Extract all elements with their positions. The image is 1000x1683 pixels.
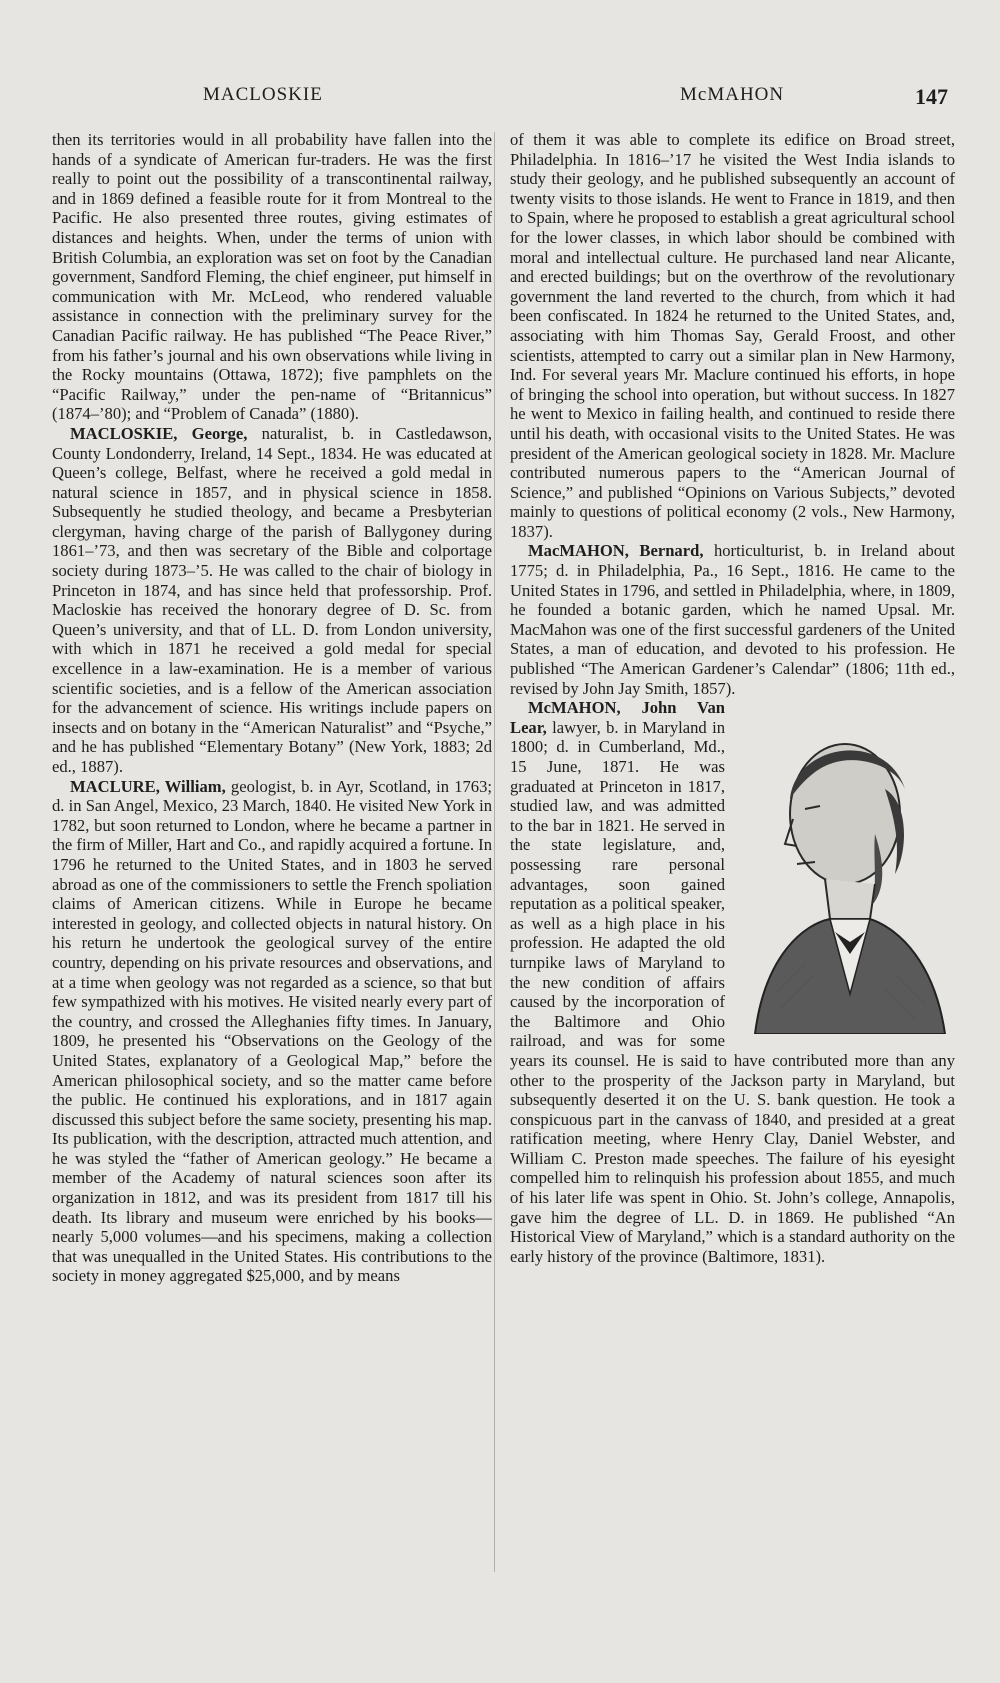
- left-column: [52, 130, 492, 1286]
- entry-text-mcmahon-john: lawyer, b. in Maryland in 1800; d. in Cumberland, Md., 15 June, 1871. He was graduated at Princeton in 1817, studied law, and was admitted to the bar in 1821. He served in the state legislature, and, possessing rare personal advantages, soon gained reputation as a political speaker, as well as a high place in his profession. He adapted the old turnpike laws of Maryland to the new condition of affairs caused by the incorporation of the Baltimore and Ohio railroad, and was for some years its counsel. He is said to have contributed more than any other to the prosperity of the Jackson party in Maryland, but subsequently deserted it on the U. S. bank question. He took a conspicuous part in the canvass of 1840, and presided at a great ratification meeting, where Henry Clay, Daniel Webster, and William C. Preston made speeches. The failure of his eyesight compelled him to relinquish his profession about 1855, and much of his later life was spent in Ohio. St. John’s college, Annapolis, gave him the degree of LL. D. in 1869. He published “An Historical View of Maryland,” which is a standard authority on the early history of the province (Baltimore, 1831).: [510, 717, 955, 1266]
- entry-mcmahon-john: [510, 698, 955, 1266]
- entry-text-maclure: geologist, b. in Ayr, Scotland, in 1763; d. in San Angel, Mexico, 23 March, 1840. He visited New York in 1782, but soon returned to London, where he became a partner in the firm of Miller, Hart and Co., and rapidly acquired a fortune. In 1796 he returned to the United States, and in 1803 he served abroad as one of the commissioners to settle the French spoliation claims of American citizens. While in Europe he became interested in geology, and collected objects in natural history. On his return he undertook the geological survey of the entire country, depending on his private resources and observations, and at a time when geology was not regarded as a science, so that but few sympathized with his motives. He visited nearly every part of the country, and crossed the Alleghanies fifty times. In January, 1809, he presented his “Observations on the Geology of the United States, explanatory of a Geological Map,” before the American philosophical society, and so the matter came before the public. He continued his explorations, and in 1817 again discussed this subject before the same society, presenting his map. Its publication, with the description, attracted much attention, and he was styled the “father of American geology.” He became a member of the Academy of natural sciences soon after its organization in 1812, and was its president from 1817 till his death. Its library and museum were enriched by his books—nearly 5,000 volumes—and his specimens, making a collection that was unequalled in the United States. His contributions to the society in money aggregated $25,000, and by means: [52, 776, 493, 1286]
- column-divider: [494, 132, 495, 1572]
- portrait-engraving: [735, 704, 955, 1034]
- headword-maclure: MACLURE, William,: [70, 776, 226, 796]
- page-number: 147: [915, 84, 948, 109]
- headword-macmahon-bernard: MacMAHON, Bernard,: [528, 541, 704, 561]
- entry-macloskie: [52, 424, 492, 777]
- entry-macmahon-bernard: [510, 541, 955, 698]
- maclure-continuation: of them it was able to complete its edifice on Broad street, Philadelphia. In 1816–’17 he visited the West India islands to study their geology, and he published subsequently an account of twenty visits to those islands. He went to France in 1819, and then to Spain, where he proposed to establish a great agricultural school for the lower classes, in which labor should be combined with moral and intellectual culture. He purchased land near Alicante, and erected buildings; but on the overthrow of the revolutionary government the land reverted to the church, from which it had been confiscated. In 1824 he returned to the United States, and, associating with him Thomas Say, Gerald Froost, and other scientists, attempted to carry out a similar plan in New Harmony, Ind. For several years Mr. Maclure continued his efforts, in hope of bringing the school into operation, but without success. In 1827 he went to Mexico in failing health, and continued to reside there until his death, with occasional visits to the United States. He was president of the American geological society in 1828. Mr. Maclure contributed numerous papers to the “American Journal of Science,” and published “Opinions on Various Subjects,” devoted mainly to questions of political economy (2 vols., New Harmony, 1837).: [510, 130, 955, 541]
- portrait-icon: [735, 704, 955, 1034]
- headword-macloskie: MACLOSKIE, George,: [70, 423, 248, 443]
- right-running-head: McMAHON: [680, 84, 785, 105]
- mcleod-continuation: then its territories would in all probability have fallen into the hands of a syndicate of American fur-traders. He was the first really to point out the possibility of a transcontinental railway, and in 1869 defined a feasible route for it from Montreal to the Pacific. He also presented three routes, giving estimates of distances and heights. When, under the terms of union with British Columbia, an exploration was set on foot by the Canadian government, Sandford Fleming, the chief engineer, put himself in communication with Mr. McLeod, who rendered valuable assistance in connection with the preliminary survey for the Canadian Pacific railway. He has published “The Peace River,” from his father’s journal and his own observations while living in the Rocky mountains (Ottawa, 1872); five pamphlets on the “Pacific Railway,” under the pen-name of “Britannicus” (1874–’80); and “Problem of Canada” (1880).: [52, 130, 492, 424]
- entry-text-macmahon-bernard: horticulturist, b. in Ireland about 1775; d. in Philadelphia, Pa., 16 Sept., 1816. He came to the United States in 1796, and settled in Philadelphia, where, in 1809, he founded a botanic garden, which he named Upsal. Mr. MacMahon was one of the first successful gardeners of the United States, a man of education, and devoted to his profession. He published “The American Gardener’s Calendar” (1806; 11th ed., revised by John Jay Smith, 1857).: [510, 541, 955, 698]
- entry-maclure: [52, 777, 492, 1286]
- entry-text-macloskie: naturalist, b. in Castledawson, County Londonderry, Ireland, 14 Sept., 1834. He was educated at Queen’s college, Belfast, where he received a gold medal in natural science in 1857, and in physical science in 1858. Subsequently he studied theology, and became a Presbyterian clergyman, having charge of the parish of Ballygoney during 1861–’73, and then was secretary of the Bible and colportage society during 1873–’5. He was called to the chair of biology in Princeton in 1874, and has since held that professorship. Prof. Macloskie has received the honorary degree of D. Sc. from Queen’s university, and that of LL. D. from London university, with which in 1871 he received a gold medal for special excellence in a law-examination. He is a member of various scientific societies, and is a fellow of the American association for the advancement of science. His writings include papers on insects and on botany in the “American Naturalist” and “Psyche,” and he has published “Elementary Botany” (New York, 1883; 2d ed., 1887).: [52, 423, 492, 776]
- right-column: [510, 130, 955, 1266]
- left-running-head: MACLOSKIE: [203, 84, 323, 105]
- page-header: [60, 80, 960, 120]
- headword-mcmahon-john: McMAHON, John Van Lear,: [510, 698, 725, 737]
